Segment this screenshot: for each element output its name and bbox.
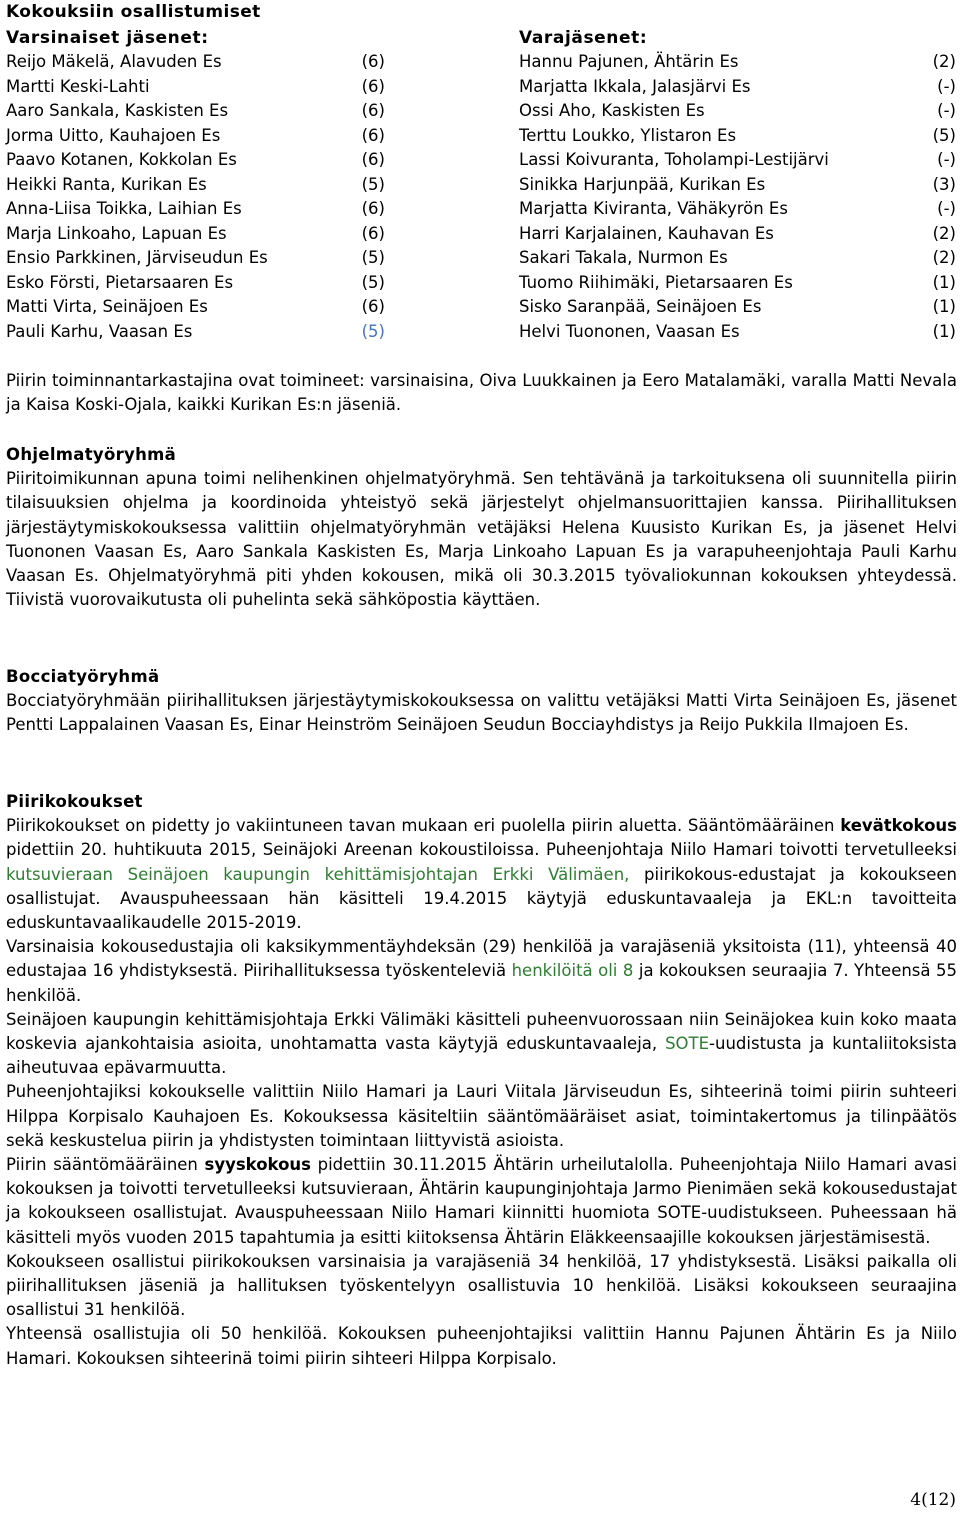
boccia-section [6,665,957,738]
spring-meeting-label: kevätkokous [840,816,957,836]
page-number: 4(12) [910,1490,956,1510]
deputy-row [519,222,956,246]
meetings-paragraph-6: Kokoukseen osallistui piirikokouksen varsinaisia ja varajäseniä 34 henkilöä, 17 yhdistyksestä. Lisäksi paikalla oli piirihallituksen jäseniä ja hallituksen työskentelyyn osallistuvia 10 henkilöä. Lisäksi kokoukseen seuraajina osallistui 31 henkilöä. [6,1251,957,1320]
member-name: Esko Försti, Pietarsaaren Es [6,272,234,292]
guest-highlight: kutsuvieraan Seinäjoen kaupungin kehittämisjohtajan Erkki Välimäen, [6,864,630,884]
program-text: Piiritoimikunnan apuna toimi nelihenkinen ohjelmatyöryhmä. Sen tehtävänä ja tarkoituksena oli suunnitella piirin tilaisuuksien ohjelma ja koordinoida yhteistyö sekä järjestelyt ohjelmansuorittajien kanssa. Piirihallituksen järjestäytymiskokouksessa valittiin ohjelmatyöryhmän vetäjäksi Helena Kuusisto Kurikan Es, ja jäsenet Helvi Tuononen Vaasan Es, Aaro Sankala Kaskisten Es, Marja Linkoaho Lapuan Es ja varapuheenjohtaja Pauli Karhu Vaasan Es. Ohjelmatyöryhmä piti yhden kokousen, mikä oli 30.3.2015 työvaliokunnan kokouksen yhteydessä. Tiivistä vuorovaikutusta oli puhelinta sekä sähköpostia käyttäen. [6,469,957,610]
member-count: (5) [361,174,385,194]
deputy-count: (-) [937,101,956,120]
member-row [6,148,396,172]
deputy-count: (3) [932,174,956,194]
meetings-paragraph-7: Yhteensä osallistujia oli 50 henkilöä. Kokouksen puheenjohtajiksi valittiin Hannu Pajunen Ähtärin Es ja Niilo Hamari. Kokouksen sihteerinä toimi piirin sihteeri Hilppa Korpisalo. [6,1324,957,1368]
deputy-row [519,197,956,221]
member-name: Marja Linkoaho, Lapuan Es [6,223,227,243]
deputy-name: Terttu Loukko, Ylistaron Es [519,125,737,145]
auditors-text: Piirin toiminnantarkastajina ovat toimineet: varsinaisina, Oiva Luukkainen ja Eero Matalamäki, varalla Matti Nevala ja Kaisa Koski-Ojala, kaikki Kurikan Es:n jäseniä. [6,371,957,415]
member-name: Reijo Mäkelä, Alavuden Es [6,52,222,71]
meetings-paragraph-2: Varsinaisia kokousedustajia oli kaksikymmentäyhdeksän (29) henkilöä ja varajäseniä yksitoista (11), yhteensä 40 edustajaa 16 yhdistyksestä. Piirihallituksessa työskenteleviä henkilöitä oli 8 ja kokouksen seuraajia 7. Yhteensä 55 henkilöä. [6,937,957,1005]
deputy-count: (1) [932,297,956,316]
member-name: Martti Keski-Lahti [6,76,150,96]
member-row [6,99,396,123]
deputy-name: Helvi Tuononen, Vaasan Es [519,321,740,341]
member-row [6,320,396,344]
deputy-name: Sisko Saranpää, Seinäjoen Es [519,297,762,316]
deputy-row [519,124,956,148]
member-name: Heikki Ranta, Kurikan Es [6,174,207,194]
deputy-name: Harri Karjalainen, Kauhavan Es [519,223,774,243]
deputy-row [519,173,956,197]
member-count: (6) [361,297,385,316]
deputy-name: Sakari Takala, Nurmon Es [519,248,728,267]
member-row [6,271,396,295]
member-count: (6) [361,52,385,71]
deputy-row [519,271,956,295]
deputy-count: (2) [932,52,956,71]
meetings-paragraph-4: Puheenjohtajiksi kokoukselle valittiin Niilo Hamari ja Lauri Viitala Järviseudun Es, sihteerinä toimi piirin suhteeri Hilppa Korpisalo Kauhajoen Es. Kokouksessa käsiteltiin sääntömääräiset asiat, toimintakertomus ja tilinpäätös sekä keskustelua piirin ja yhdistysten toimintaan liittyvistä asioista. [6,1082,957,1150]
deputy-row [519,75,956,99]
members-heading: Varsinaiset jäsenet: [6,28,209,48]
member-count: (6) [361,125,385,145]
deputy-row [519,295,956,319]
deputy-count: (1) [932,272,956,292]
deputy-name: Ossi Aho, Kaskisten Es [519,101,705,120]
member-name: Pauli Karhu, Vaasan Es [6,321,193,341]
meetings-paragraph-1: Piirikokoukset on pidetty jo vakiintuneen tavan mukaan eri puolella piirin aluetta. Sääntömääräinen kevätkokous pidettiin 20. huhtikuuta 2015, Seinäjoki Areenan kokoustiloissa. Puheenjohtaja Niilo Hamari toivotti tervetulleeksi kutsuvieraan Seinäjoen kaupungin kehittämisjohtajan Erkki Välimäen, piirikokous-edustajat ja kokoukseen osallistujat. Avauspuheessaan hän käsitteli 19.4.2015 käytyjä eduskuntavaaleja ja EKL:n tavoitteita eduskuntavaalikaudelle 2015-2019. [6,816,957,933]
deputies-heading: Varajäsenet: [519,28,648,48]
deputy-count: (2) [932,248,956,267]
deputy-row [519,148,956,172]
meetings-heading: Piirikokoukset [6,792,143,811]
meetings-paragraph-5: Piirin sääntömääräinen syyskokous pidettiin 30.11.2015 Ähtärin urheilutalolla. Puheenjohtaja Niilo Hamari avasi kokouksen ja toivotti tervetulleeksi kutsuvieraan, Ähtärin kaupunginjohtaja Jarmo Pienimäen sekä kokousedustajat ja kokoukseen osallistujat. Avauspuheessaan Niilo Hamari kiinnitti huomiota SOTE-uudistukseen. Puheessaan hä käsitteli myös vuoden 2015 tapahtumia ja esitti kiitoksensa Ähtärin Eläkkeensaajille kokouksen järjestämisestä. [6,1155,957,1247]
meetings-paragraph-3: Seinäjoen kaupungin kehittämisjohtaja Erkki Välimäki käsitteli puheenvuorossaan niin Seinäjokea kuin koko maata koskevia ajankohtaisia asioita, unohtamatta vasta käytyjä eduskuntavaaleja, SOTE-uudistusta ja kuntaliitoksista aiheutuvaa epävarmuutta. [6,1009,958,1078]
deputy-row [519,320,956,344]
deputy-row [519,50,956,74]
member-row [6,295,396,319]
member-count: (6) [361,223,385,243]
deputy-row [519,246,956,270]
member-count: (6) [361,101,385,120]
deputy-name: Hannu Pajunen, Ähtärin Es [519,52,739,71]
member-row [6,222,396,246]
deputy-count: (1) [932,321,956,341]
member-count: (6) [361,199,385,218]
member-name: Jorma Uitto, Kauhajoen Es [6,125,221,145]
deputy-name: Marjatta Ikkala, Jalasjärvi Es [519,76,751,96]
sote-highlight: SOTE [665,1034,710,1054]
page-title: Kokouksiin osallistumiset [6,2,261,22]
member-row [6,75,396,99]
boccia-heading: Bocciatyöryhmä [6,667,160,686]
member-count: (5) [361,321,385,341]
member-name: Anna-Liisa Toikka, Laihian Es [6,199,242,218]
deputy-row [519,99,956,123]
member-row [6,197,396,221]
member-count: (5) [361,272,385,292]
member-row [6,124,396,148]
program-heading: Ohjelmatyöryhmä [6,445,177,464]
member-count: (5) [361,248,385,267]
member-row [6,50,396,74]
deputy-count: (-) [937,199,956,218]
auditors-paragraph [6,369,957,417]
deputy-name: Lassi Koivuranta, Toholampi-Lestijärvi [519,150,829,169]
boccia-text: Bocciatyöryhmään piirihallituksen järjestäytymiskokouksessa on valittu vetäjäksi Matti Virta Seinäjoen Es, jäsenet Pentti Lappalainen Vaasan Es, Einar Heinström Seinäjoen Seudun Bocciayhdistys ja Reijo Pukkila Ilmajoen Es. [6,691,957,735]
member-count: (6) [361,150,385,169]
deputy-name: Sinikka Harjunpää, Kurikan Es [519,174,766,194]
member-count: (6) [361,76,385,96]
member-name: Matti Virta, Seinäjoen Es [6,297,208,316]
deputy-name: Marjatta Kiviranta, Vähäkyrön Es [519,199,788,218]
deputy-count: (2) [932,223,956,243]
deputy-count: (-) [937,150,956,169]
deputy-count: (5) [932,125,956,145]
member-row [6,246,396,270]
member-row [6,173,396,197]
staff-count-highlight: henkilöitä oli 8 [511,961,634,981]
member-name: Paavo Kotanen, Kokkolan Es [6,150,237,169]
member-name: Ensio Parkkinen, Järviseudun Es [6,248,268,267]
autumn-meeting-label: syyskokous [204,1155,311,1175]
program-section [6,443,957,612]
meetings-section [6,790,957,1371]
member-name: Aaro Sankala, Kaskisten Es [6,101,229,120]
deputy-count: (-) [937,76,956,96]
deputy-name: Tuomo Riihimäki, Pietarsaaren Es [519,272,793,292]
